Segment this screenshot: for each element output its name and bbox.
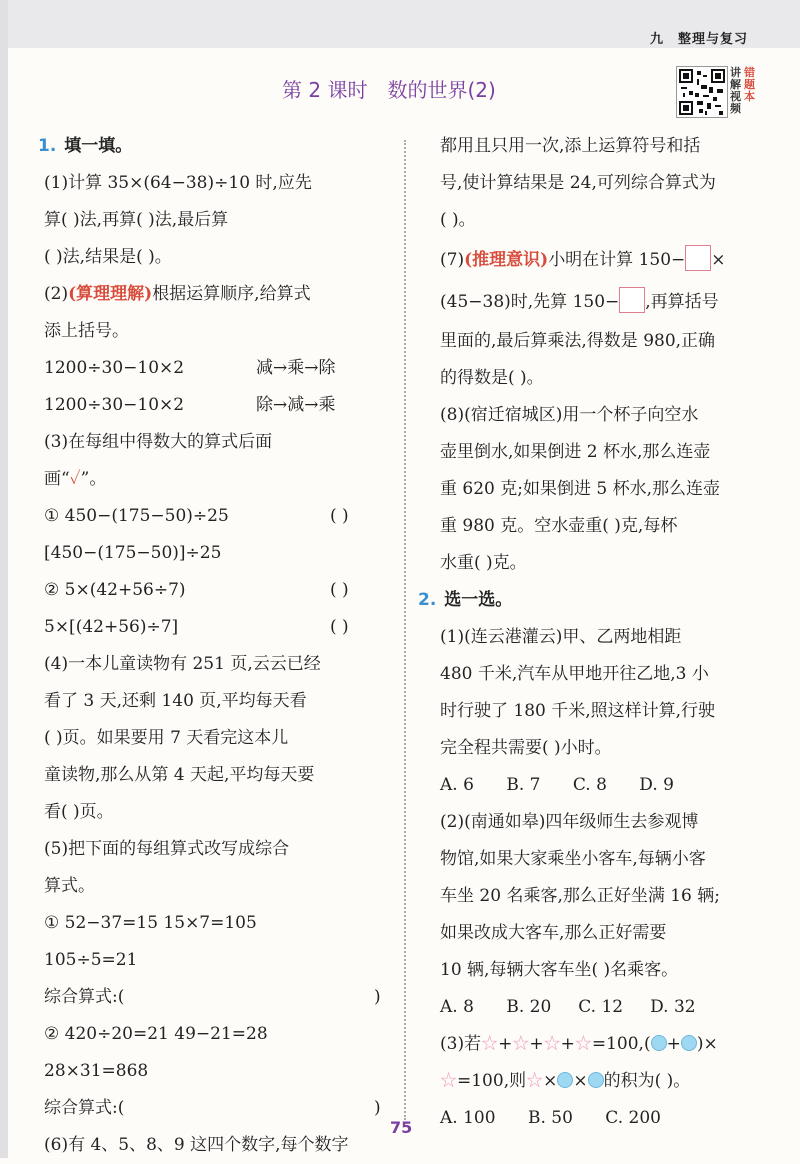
star-icon: ☆ (574, 1034, 592, 1054)
q2-expression-row: 1200÷30−10×2 减→乘→除 (44, 358, 336, 378)
section-1-heading: 1. 填一填。 (38, 136, 133, 156)
q3-line: (3)在每组中得数大的算式后面 (44, 432, 273, 452)
q8-line: 重 620 克;如果倒进 5 杯水,那么连壶 (440, 479, 721, 499)
page-edge (0, 0, 8, 1158)
q7-line: (7)(推理意识)小明在计算 150− × (440, 239, 776, 281)
q5-line: (5)把下面的每组算式改写成综合 (44, 839, 290, 859)
mc1-line: 时行驶了 180 千米,照这样计算,行驶 (440, 701, 716, 721)
blank-box[interactable] (685, 245, 711, 271)
lesson-title (282, 74, 496, 103)
q6-line: (6)有 4、5、8、9 这四个数字,每个数字 (44, 1135, 349, 1155)
mc1-options: A. 6 B. 7 C. 8 D. 9 (440, 775, 674, 795)
q4-line: 看( )页。 (44, 802, 114, 822)
star-icon: ☆ (512, 1034, 530, 1054)
q4-line: 看了 3 天,还剩 140 页,平均每天看 (44, 691, 307, 711)
answer-blank[interactable]: ( ) (330, 617, 349, 637)
q7-line: (45−38)时,先算 150− ,再算括号 (440, 281, 776, 323)
mc1-line: (1)(连云港灌云)甲、乙两地相距 (440, 627, 682, 647)
q1-line: 算( )法,再算( )法,最后算 (44, 210, 229, 230)
q4-line: ( )页。如果要用 7 天看完这本儿 (44, 728, 289, 748)
section-2-heading: 2. 选一选。 (418, 590, 513, 610)
lesson-number: 第 2 课时 (282, 78, 368, 102)
q3-compare-row: ② 5×(42+56÷7) ( ) (44, 572, 396, 609)
page-number: 75 (390, 1118, 413, 1137)
skill-tag: (算理理解) (68, 284, 153, 304)
q5-line: ① 52−37=15 15×7=105 (44, 913, 257, 933)
check-mark-icon: ✓ (69, 469, 81, 489)
q7-line: 的得数是( )。 (440, 368, 544, 388)
column-divider (404, 140, 406, 1120)
answer-blank-end[interactable]: ) (374, 1098, 381, 1118)
circle-icon (651, 1035, 667, 1051)
star-icon: ☆ (440, 1071, 457, 1091)
q3-compare-row: [450−(175−50)]÷25 (44, 543, 222, 563)
q8-line: 水重( )克。 (440, 553, 527, 573)
q1-line: (1)计算 35×(64−38)÷10 时,应先 (44, 173, 312, 193)
mc3-line: (3)若☆+☆+☆+☆=100,( + )× (440, 1034, 718, 1054)
qr-code-icon[interactable] (676, 66, 728, 118)
mc2-line: 车坐 20 名乘客,那么正好坐满 16 辆; (440, 886, 721, 906)
mc2-options: A. 8 B. 20 C. 12 D. 32 (440, 997, 696, 1017)
q1-line: ( )法,结果是( )。 (44, 247, 172, 267)
q7-line: 里面的,最后算乘法,得数是 980,正确 (440, 331, 716, 351)
q8-line: 壶里倒水,如果倒进 2 杯水,那么连壶 (440, 442, 711, 462)
qr-label-mistakes: 错题本 (744, 66, 755, 103)
unit-header (650, 28, 748, 47)
mc1-line: 480 千米,汽车从甲地开往乙地,3 小 (440, 664, 709, 684)
q3-compare-row: ① 450−(175−50)÷25 ( ) (44, 498, 396, 535)
mc2-line: 10 辆,每辆大客车坐( )名乘客。 (440, 960, 679, 980)
star-icon: ☆ (543, 1034, 561, 1054)
right-column (418, 128, 776, 1137)
star-icon: ☆ (526, 1071, 544, 1091)
left-column (38, 128, 396, 1164)
circle-icon (681, 1035, 697, 1051)
mc2-line: (2)(南通如皋)四年级师生去参观博 (440, 812, 699, 832)
mc1-line: 完全程共需要( )小时。 (440, 738, 612, 758)
q5-line: 算式。 (44, 876, 95, 896)
q8-line: 重 980 克。空水壶重( )克,每杯 (440, 516, 678, 536)
circle-icon (588, 1072, 604, 1088)
q2-line: 添上括号。 (44, 321, 129, 341)
answer-blank-end[interactable]: ) (374, 987, 381, 1007)
q5-answer-row: 综合算式:( ) (44, 1090, 396, 1127)
blank-box[interactable] (619, 287, 645, 313)
star-icon: ☆ (481, 1034, 499, 1054)
q5-line: 105÷5=21 (44, 950, 138, 970)
q4-line: 童读物,那么从第 4 天起,平均每天要 (44, 765, 315, 785)
q6-line: ( )。 (440, 210, 476, 230)
lesson-topic: 数的世界(2) (387, 78, 496, 102)
q3-compare-row: 5×[(42+56)÷7] ( ) (44, 609, 396, 646)
q5-line: ② 420÷20=21 49−21=28 (44, 1024, 268, 1044)
answer-blank[interactable]: ( ) (330, 580, 349, 600)
q6-line: 号,使计算结果是 24,可列综合算式为 (440, 173, 716, 193)
q2-line: (2)(算理理解)根据运算顺序,给算式 (44, 284, 311, 304)
skill-tag: (推理意识) (464, 250, 549, 270)
unit-title: 整理与复习 (677, 32, 748, 47)
answer-blank[interactable]: ( ) (330, 506, 349, 526)
mc3-line: ☆=100,则☆× × 的积为( )。 (440, 1071, 691, 1091)
qr-label-video: 讲解视频 (730, 66, 741, 115)
q2-expression-row: 1200÷30−10×2 除→减→乘 (44, 395, 336, 415)
mc2-line: 如果改成大客车,那么正好需要 (440, 923, 667, 943)
mc2-line: 物馆,如果大家乘坐小客车,每辆小客 (440, 849, 706, 869)
unit-number: 九 (649, 32, 664, 47)
q4-line: (4)一本儿童读物有 251 页,云云已经 (44, 654, 321, 674)
mc3-options: A. 100 B. 50 C. 200 (440, 1108, 661, 1128)
circle-icon (557, 1072, 573, 1088)
q8-line: (8)(宿迁宿城区)用一个杯子向空水 (440, 405, 699, 425)
q3-line: 画“✓”。 (44, 469, 107, 489)
q6-line: 都用且只用一次,添上运算符号和括 (440, 136, 701, 156)
q5-answer-row: 综合算式:( ) (44, 979, 396, 1016)
q5-line: 28×31=868 (44, 1061, 149, 1081)
